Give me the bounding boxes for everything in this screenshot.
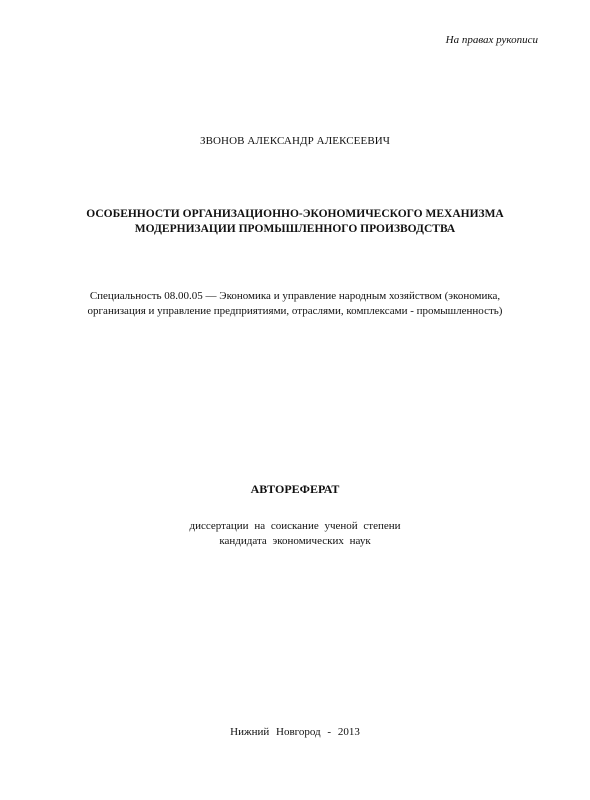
dissertation-title bbox=[60, 207, 530, 237]
place-and-year: Нижний Новгород - 2013 bbox=[230, 726, 360, 738]
document-type: АВТОРЕФЕРАТ bbox=[250, 482, 340, 496]
author-name: ЗВОНОВ АЛЕКСАНДР АЛЕКСЕЕВИЧ bbox=[199, 135, 391, 147]
degree-line: кандидата экономических наук bbox=[219, 535, 371, 547]
degree-line: диссертации на соискание ученой степени bbox=[189, 520, 401, 532]
degree-text bbox=[0, 519, 590, 549]
specialty-line: организация и управление предприятиями, отраслями, комплексами - промышленность) bbox=[87, 305, 503, 317]
title-line: МОДЕРНИЗАЦИИ ПРОМЫШЛЕННОГО ПРОИЗВОДСТВА bbox=[134, 223, 456, 235]
specialty-line: Специальность 08.00.05 — Экономика и управление народным хозяйством (экономика, bbox=[89, 290, 501, 302]
title-line: ОСОБЕННОСТИ ОРГАНИЗАЦИОННО-ЭКОНОМИЧЕСКОГО МЕХАНИЗМА bbox=[86, 208, 504, 220]
specialty-text bbox=[55, 289, 535, 319]
rights-note: На правах рукописи bbox=[445, 34, 538, 46]
